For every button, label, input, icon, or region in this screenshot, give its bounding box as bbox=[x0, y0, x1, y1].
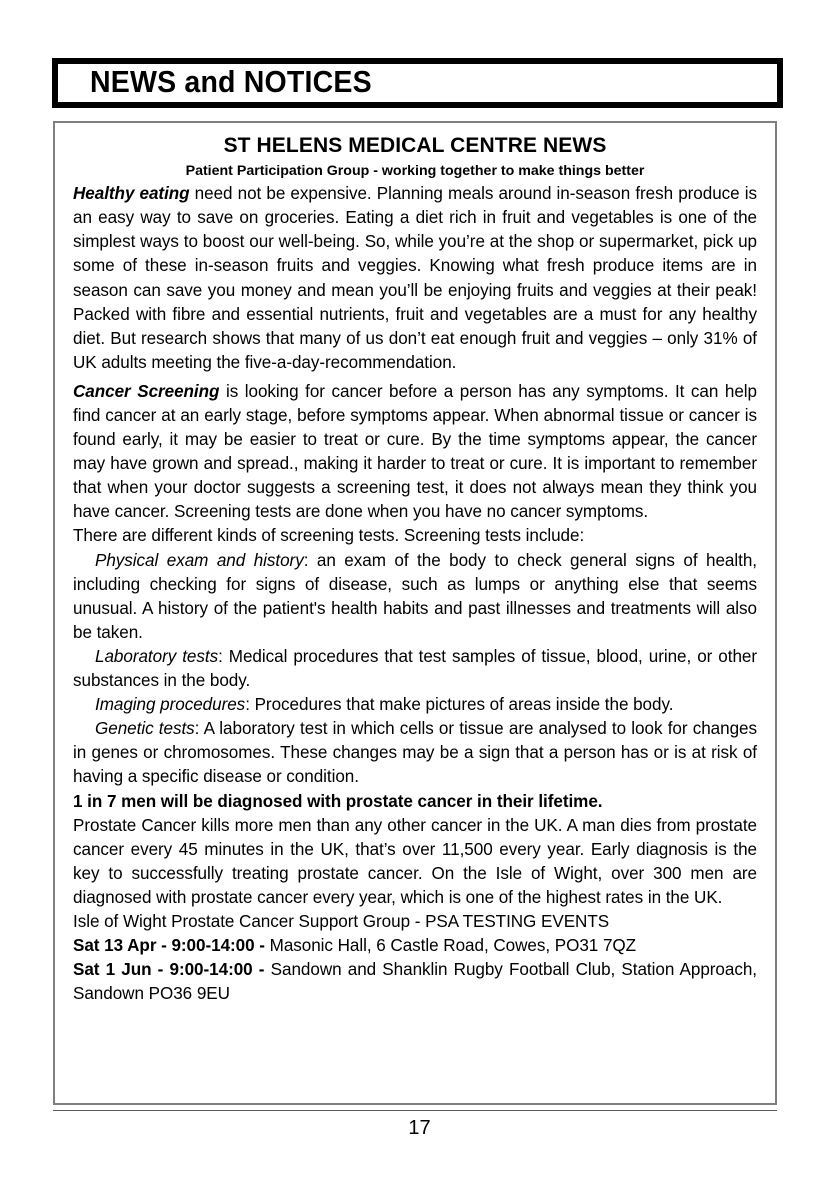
screening-test-text: : Medical procedures that test samples of tissue, blood, urine, or other substances in the body. bbox=[73, 646, 757, 691]
masthead-box bbox=[52, 58, 783, 108]
event-datetime: Sat 13 Apr - 9:00-14:00 - bbox=[73, 936, 270, 956]
screening-test-item bbox=[73, 717, 757, 789]
screening-test-text: : Procedures that make pictures of areas inside the body. bbox=[245, 695, 674, 715]
article-box bbox=[53, 121, 777, 1105]
page-number: 17 bbox=[408, 1117, 431, 1139]
screening-test-term: Physical exam and history bbox=[95, 550, 304, 570]
event-item bbox=[73, 958, 757, 1006]
event-item bbox=[73, 934, 757, 958]
paragraph-tests-intro: There are different kinds of screening tests. Screening tests include: bbox=[73, 526, 585, 546]
screening-test-term: Laboratory tests bbox=[95, 646, 219, 666]
lead-term-cancer-screening: Cancer Screening bbox=[73, 381, 220, 401]
paragraph-prostate: Prostate Cancer kills more men than any other cancer in the UK. A man dies from prostate cancer every 45 minutes in the UK, that’s over 11,500 every year. Early diagnosis is the key to successfully treating prostate cancer. On the Isle of Wight, over 300 men are diagnosed with prostate cancer every year, which is one of the highest rates in the UK. bbox=[73, 815, 757, 907]
screening-test-item bbox=[73, 645, 757, 693]
paragraph-cancer-screening bbox=[73, 380, 757, 525]
screening-test-term: Genetic tests bbox=[95, 719, 195, 739]
lead-term-healthy-eating: Healthy eating bbox=[73, 184, 190, 204]
paragraph-healthy-eating bbox=[73, 182, 757, 375]
screening-test-text: : A laboratory test in which cells or tissue are analysed to look for changes in genes or chromosomes. These changes may be a sign that a person has or is at risk of having a specific disease or condition. bbox=[73, 719, 758, 787]
screening-test-text: : an exam of the body to check general signs of health, including checking for signs of disease, such as lumps or anything else that seems unusual. A history of the patient's health habits and past illnesses and treatments will also be taken. bbox=[73, 550, 757, 642]
paragraph-cancer-screening-text: is looking for cancer before a person has any symptoms. It can help find cancer at an early stage, before symptoms appear. When abnormal tissue or cancer is found early, it may be easier to treat or cure. By the time symptoms appear, the cancer may have grown and spread., making it harder to treat or cure. It is important to remember that when your doctor suggests a screening test, it does not always mean they think you have cancer. Screening tests are done when you have no cancer symptoms. bbox=[73, 381, 757, 522]
screening-test-item bbox=[73, 693, 757, 717]
event-datetime: Sat 1 Jun - 9:00-14:00 - bbox=[73, 960, 271, 980]
event-location: Sandown and Shanklin Rugby Football Club, Station Approach, Sandown PO36 9EU bbox=[73, 960, 757, 1004]
prostate-headline: 1 in 7 men will be diagnosed with prostate cancer in their lifetime. bbox=[73, 791, 603, 811]
article-subtitle: Patient Participation Group - working together to make things better bbox=[185, 163, 645, 180]
masthead-title-text: NEWS and NOTICES bbox=[90, 63, 372, 99]
footer-divider bbox=[53, 1110, 777, 1111]
event-location: Masonic Hall, 6 Castle Road, Cowes, PO31 7QZ bbox=[269, 936, 637, 956]
masthead-title bbox=[90, 63, 396, 99]
article-content bbox=[55, 123, 775, 1006]
events-heading: Isle of Wight Prostate Cancer Support Group - PSA TESTING EVENTS bbox=[73, 911, 610, 931]
article-title: ST HELENS MEDICAL CENTRE NEWS bbox=[223, 134, 607, 157]
screening-test-term: Imaging procedures bbox=[95, 695, 246, 715]
paragraph-healthy-eating-text: need not be expensive. Planning meals around in-season fresh produce is an easy way to save on groceries. Eating a diet rich in fruit and vegetables is one of the simplest ways to boost our well-being. So, while you’re at the shop or supermarket, pick up some of these in-season fruits and veggies. Knowing what fresh produce items are in season can save you money and mean you’ll be enjoying fruits and veggies at their peak! Packed with fibre and essential nutrients, fruit and vegetables are a must for any healthy diet. But research shows that many of us don’t eat enough fruit and veggies – only 31% of UK adults meeting the five-a-day-recommendation. bbox=[73, 184, 757, 372]
screening-test-item bbox=[73, 549, 757, 645]
